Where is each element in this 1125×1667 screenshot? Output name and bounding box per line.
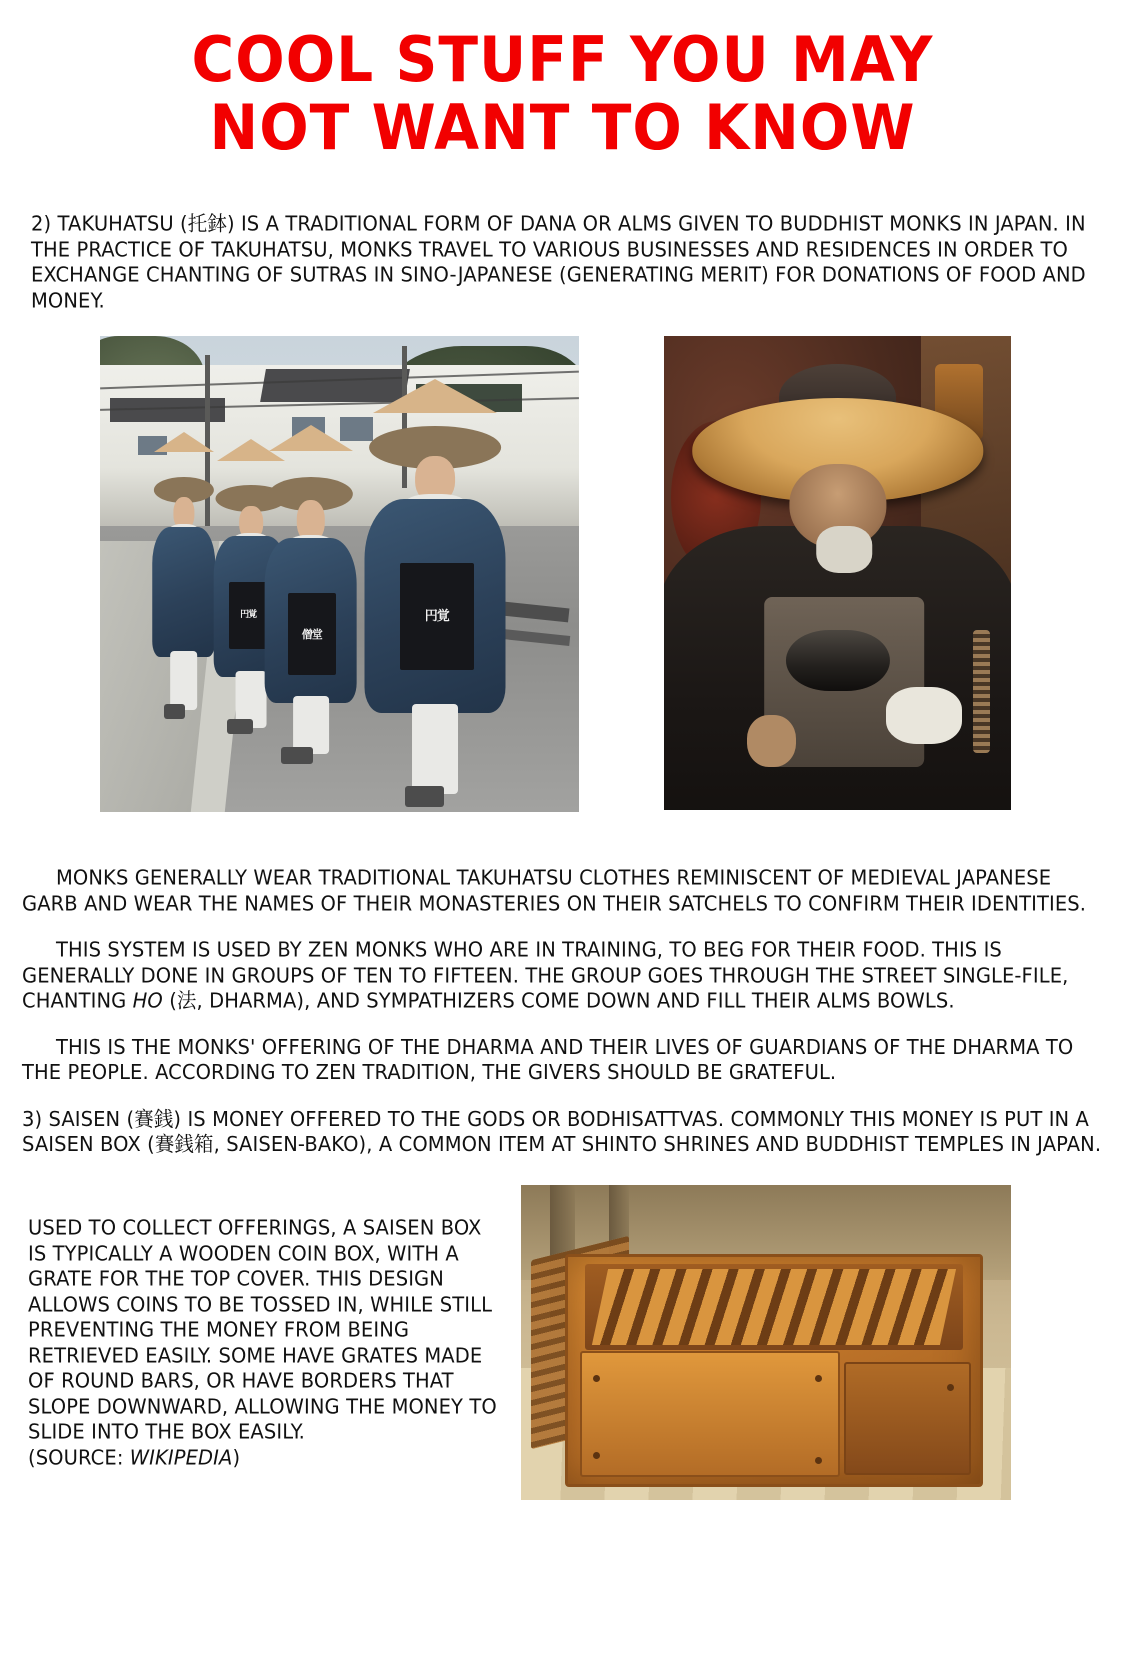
monastery-satchel: [288, 593, 336, 675]
nail: [593, 1375, 600, 1382]
photo-monks-walking: [100, 336, 579, 812]
photo-saisen-box: [521, 1185, 1011, 1500]
paragraph-system-italic: HO: [132, 988, 163, 1013]
paragraph-clothes: MONKS GENERALLY WEAR TRADITIONAL TAKUHATSU CLOTHES REMINISCENT OF MEDIEVAL JAPANESE GARB AND WEAR THE NAMES OF THEIR MONASTERIES ON THEIR SATCHELS TO CONFIRM THEIR IDENTITIES.: [22, 866, 1087, 916]
paragraph-offering: THIS IS THE MONKS' OFFERING OF THE DHARMA AND THEIR LIVES OF GUARDIANS OF THE DHARMA TO THE PEOPLE. ACCORDING TO ZEN TRADITION, THE GIVERS SHOULD BE GRATEFUL.: [22, 1035, 1074, 1085]
alms-bowl: [785, 630, 889, 692]
satchel-kanji: 円覚: [424, 609, 449, 625]
source-suffix: ): [232, 1445, 241, 1470]
paragraph-text: 2) TAKUHATSU (托鉢) IS A TRADITIONAL FORM OF DANA OR ALMS GIVEN TO BUDDHIST MONKS IN JAPAN. IN THE PRACTICE OF TAKUHATSU, MONKS TRAVEL TO VARIOUS BUSINESSES AND RESIDENCES IN ORDER TO EXCHANGE CHANTING OF SUTRAS IN SINO-JAPANESE (GENERATING MERIT) FOR DONATIONS OF FOOD AND MONEY.: [31, 212, 1086, 313]
source-prefix: (SOURCE:: [28, 1445, 130, 1470]
middle-text-block: [22, 866, 1102, 1158]
box-side-panel: [844, 1362, 971, 1475]
paragraph-system: [22, 938, 1102, 1014]
title-line-2: NOT WANT TO KNOW: [209, 92, 916, 165]
photo-monk-closeup: [664, 336, 1011, 810]
takuhatsu-intro-paragraph: [31, 212, 1094, 314]
title-line-1: COOL STUFF YOU MAY: [191, 23, 934, 97]
satchel-kanji: 円覚: [240, 610, 257, 621]
leggings: [412, 704, 458, 794]
box-front-panel: [580, 1351, 839, 1477]
grate-slats: [592, 1269, 956, 1345]
nail: [815, 1457, 822, 1464]
sandal: [405, 786, 445, 807]
prayer-beads: [973, 630, 990, 753]
saisen-caption-text: USED TO COLLECT OFFERINGS, A SAISEN BOX IS TYPICALLY A WOODEN COIN BOX, WITH A GRATE FOR THE TOP COVER. THIS DESIGN ALLOWS COINS TO BE TOSSED IN, WHILE STILL PREVENTING THE MONEY FROM BEING RETRIEVED EASILY. SOME HAVE GRATES MADE OF ROUND BARS, OR HAVE BORDERS THAT SLOPE DOWNWARD, ALLOWING THE MONEY TO SLIDE INTO THE BOX EASILY.: [28, 1216, 497, 1444]
white-sleeve: [886, 687, 962, 744]
grate-top: [585, 1264, 964, 1350]
sandal: [227, 719, 252, 734]
saisen-caption-block: [28, 1216, 503, 1471]
paragraph-system-part1: THIS SYSTEM IS USED BY ZEN MONKS WHO ARE IN TRAINING, TO BEG FOR THEIR FOOD. THIS IS GENERALLY DONE IN GROUPS OF TEN TO FIFTEEN. THE GROUP GOES THROUGH THE STREET SINGLE-FILE, CHANTING: [22, 937, 1069, 1013]
saisen-box-body: [565, 1254, 983, 1487]
paragraph-system-part2: (法, DHARMA), AND SYMPATHIZERS COME DOWN AND FILL THEIR ALMS BOWLS.: [162, 988, 955, 1013]
monk-figure-foreground: [359, 379, 512, 807]
monastery-satchel: [400, 563, 474, 670]
leggings: [170, 651, 198, 710]
page-title: [0, 23, 1125, 165]
paragraph-saisen-intro: 3) SAISEN (賽銭) IS MONEY OFFERED TO THE GODS OR BODHISATTVAS. COMMONLY THIS MONEY IS PUT IN A SAISEN BOX (賽銭箱, SAISEN-BAKO), A COMMON ITEM AT SHINTO SHRINES AND BUDDHIST TEMPLES IN JAPAN.: [22, 1106, 1102, 1157]
monk-hand: [747, 715, 796, 767]
leggings: [293, 696, 329, 754]
satchel-kanji: 僧堂: [301, 627, 322, 641]
sandal: [281, 747, 313, 764]
straw-hat: [269, 425, 353, 451]
source-line: [28, 1445, 503, 1470]
neck-cloth: [817, 526, 873, 573]
source-name: WIKIPEDIA: [129, 1445, 233, 1470]
sandal: [164, 704, 185, 719]
monk-figure: [258, 422, 363, 765]
straw-hat: [373, 379, 497, 413]
